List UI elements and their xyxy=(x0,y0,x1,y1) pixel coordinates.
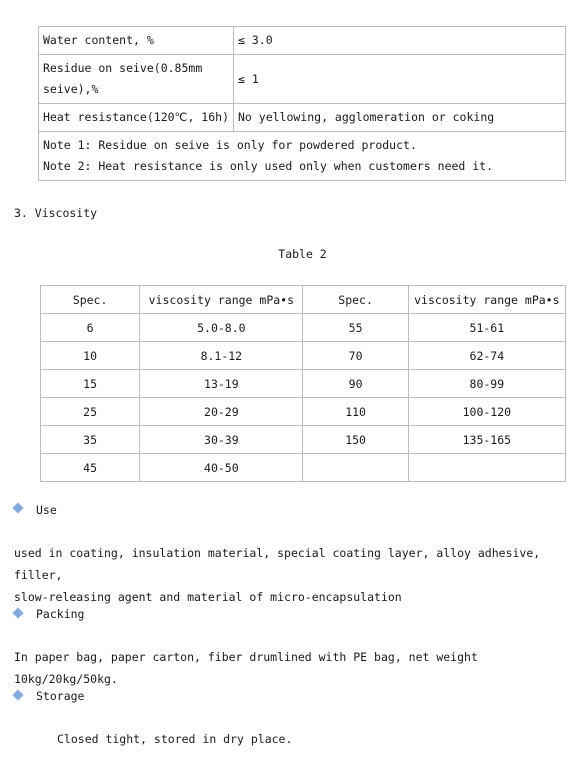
table-cell-value: ≤ 1 xyxy=(234,55,566,104)
note-line: Note 1: Residue on seive is only for powdered product. xyxy=(43,138,417,152)
table-row xyxy=(39,27,566,55)
table-cell: 135-165 xyxy=(408,426,565,454)
use-paragraph xyxy=(14,542,569,608)
diamond-bullet-icon xyxy=(12,502,23,513)
table-cell-value: ≤ 3.0 xyxy=(234,27,566,55)
table-cell: 150 xyxy=(303,426,408,454)
section-heading-packing: Packing xyxy=(36,607,85,621)
table-cell: 100-120 xyxy=(408,398,565,426)
column-header: viscosity range mPa•s xyxy=(408,286,565,314)
table-notes xyxy=(39,132,566,181)
table-cell: 8.1-12 xyxy=(140,342,303,370)
note-line: Note 2: Heat resistance is only used only when customers need it. xyxy=(43,159,494,173)
table-cell: 6 xyxy=(41,314,140,342)
table-cell: 90 xyxy=(303,370,408,398)
packing-paragraph: In paper bag, paper carton, fiber drumlined with PE bag, net weight 10kg/20kg/50kg. xyxy=(14,650,478,686)
diamond-bullet-icon xyxy=(12,607,23,618)
viscosity-table xyxy=(40,285,566,482)
label-line: Residue on seive(0.85mm xyxy=(43,61,203,75)
paragraph-line: slow-releasing agent and material of micro-encapsulation xyxy=(14,590,402,604)
section-heading-use: Use xyxy=(36,503,57,517)
column-header: Spec. xyxy=(303,286,408,314)
table-cell: 70 xyxy=(303,342,408,370)
table-cell: 10 xyxy=(41,342,140,370)
table-cell: 40-50 xyxy=(140,454,303,482)
table-cell xyxy=(408,454,565,482)
table-cell: 110 xyxy=(303,398,408,426)
table-cell: 55 xyxy=(303,314,408,342)
table-row xyxy=(41,370,566,398)
properties-table xyxy=(38,26,566,181)
table-cell-label: Heat resistance(120℃, 16h) xyxy=(39,104,234,132)
table-row xyxy=(41,454,566,482)
table-row xyxy=(41,314,566,342)
table-cell: 51-61 xyxy=(408,314,565,342)
table-cell: 45 xyxy=(41,454,140,482)
table-cell: 62-74 xyxy=(408,342,565,370)
diamond-bullet-icon xyxy=(12,689,23,700)
table-cell xyxy=(303,454,408,482)
table-row xyxy=(39,104,566,132)
paragraph-line: used in coating, insulation material, special coating layer, alloy adhesive, filler, xyxy=(14,546,541,582)
section-heading-viscosity: 3. Viscosity xyxy=(14,206,98,220)
table-cell-value: No yellowing, agglomeration or coking xyxy=(234,104,566,132)
table-cell: 13-19 xyxy=(140,370,303,398)
table-cell: 25 xyxy=(41,398,140,426)
table-cell: 80-99 xyxy=(408,370,565,398)
label-line: seive),% xyxy=(43,82,99,96)
table-header-row xyxy=(41,286,566,314)
table-notes-row xyxy=(39,132,566,181)
column-header: viscosity range mPa•s xyxy=(140,286,303,314)
table-row xyxy=(39,55,566,104)
table-cell-label: Water content, % xyxy=(39,27,234,55)
table-cell: 5.0-8.0 xyxy=(140,314,303,342)
table-cell: 20-29 xyxy=(140,398,303,426)
table-row xyxy=(41,342,566,370)
storage-paragraph: Closed tight, stored in dry place. xyxy=(57,732,293,746)
table-cell-label xyxy=(39,55,234,104)
table-cell: 15 xyxy=(41,370,140,398)
table-cell: 35 xyxy=(41,426,140,454)
section-heading-storage: Storage xyxy=(36,689,85,703)
table-row xyxy=(41,426,566,454)
table-row xyxy=(41,398,566,426)
table-caption: Table 2 xyxy=(278,247,327,261)
column-header: Spec. xyxy=(41,286,140,314)
table-cell: 30-39 xyxy=(140,426,303,454)
